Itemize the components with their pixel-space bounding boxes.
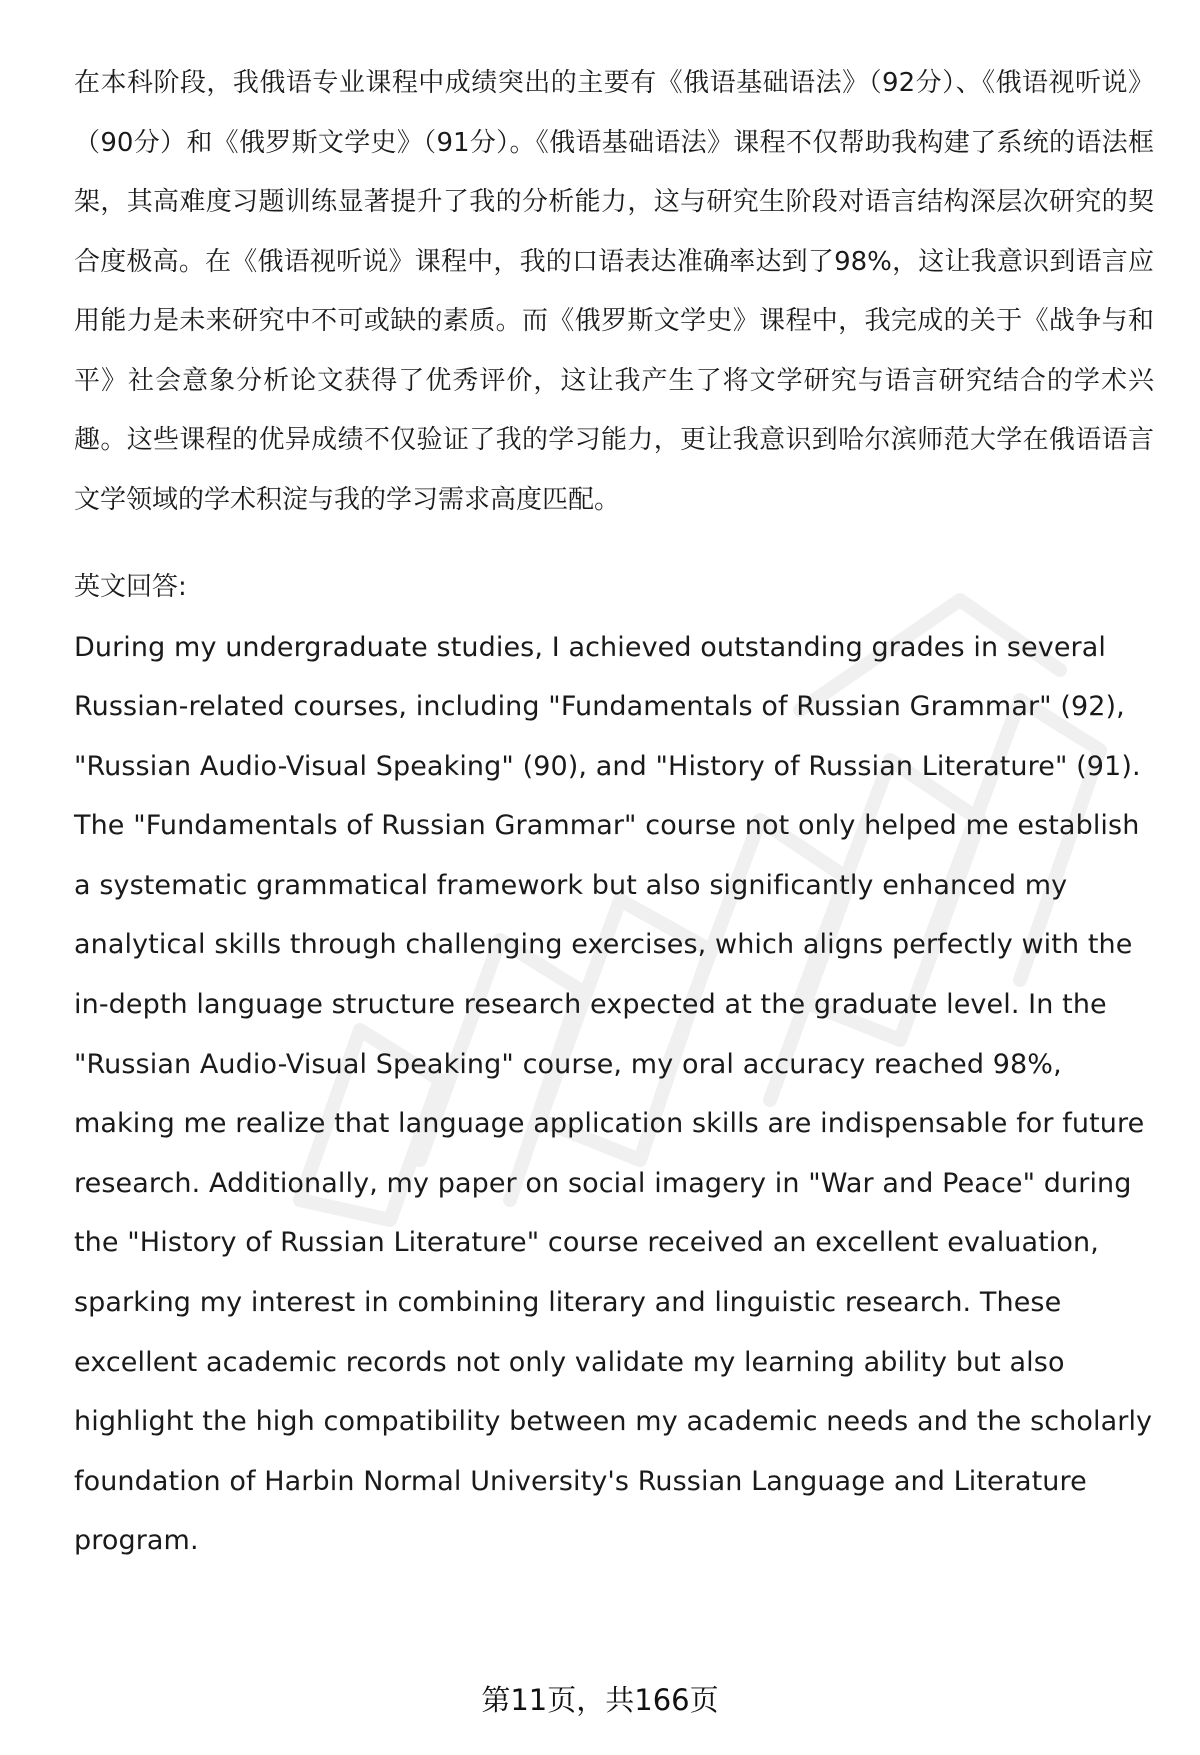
- chinese-answer-paragraph: 在本科阶段，我俄语专业课程中成绩突出的主要有《俄语基础语法》（92分）、《俄语视听说》（90分）和《俄罗斯文学史》（91分）。《俄语基础语法》课程不仅帮助我构建了系统的语法框架，其高难度习题训练显著提升了我的分析能力，这与研究生阶段对语言结构深层次研究的契合度极高。在《俄语视听说》课程中，我的口语表达准确率达到了98%，这让我意识到语言应用能力是未来研究中不可或缺的素质。而《俄罗斯文学史》课程中，我完成的关于《战争与和平》社会意象分析论文获得了优秀评价，这让我产生了将文学研究与语言研究结合的学术兴趣。这些课程的优异成绩不仅验证了我的学习能力，更让我意识到哈尔滨师范大学在俄语语言文学领域的学术积淀与我的学习需求高度匹配。: [74, 68, 1154, 515]
- page-number-footer: 第11页，共166页: [481, 1683, 719, 1717]
- english-answer-label: 英文回答:: [74, 572, 187, 602]
- document-body: [74, 54, 1154, 1571]
- english-answer-paragraph: During my undergraduate studies, I achieved outstanding grades in several Russian-related courses, including "Fundamentals of Russian Grammar" (92), "Russian Audio-Visual Speaking" (90), and "History of Russian Literature" (91). The "Fundamentals of Russian Grammar" course not only helped me establish a systematic grammatical framework but also significantly enhanced my analytical skills through challenging exercises, which aligns perfectly with the in-depth language structure research expected at the graduate level. In the "Russian Audio-Visual Speaking" course, my oral accuracy reached 98%, making me realize that language application skills are indispensable for future research. Additionally, my paper on social imagery in "War and Peace" during the "History of Russian Literature" course received an excellent evaluation, sparking my interest in combining literary and linguistic research. These excellent academic records not only validate my learning ability but also highlight the high compatibility between my academic needs and the scholarly foundation of Harbin Normal University's Russian Language and Literature program.: [74, 631, 1153, 1557]
